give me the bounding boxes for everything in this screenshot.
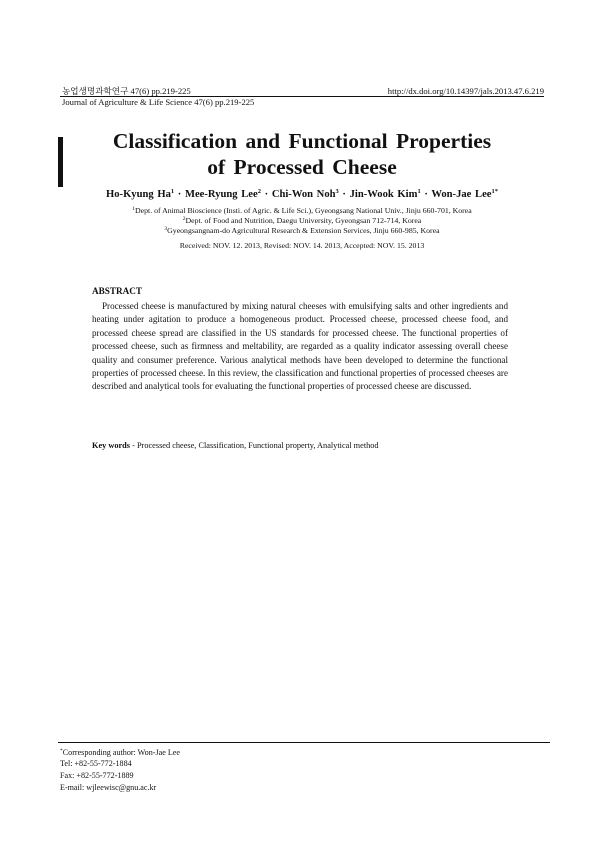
affiliation-text: Gyeongsangnam-do Agricultural Research & Extension Services, Jinju 660-985, Korea xyxy=(167,226,440,235)
affiliation-text: Dept. of Food and Nutrition, Daegu University, Gyeongsan 712-714, Korea xyxy=(185,216,422,225)
title-line-2: of Processed Cheese xyxy=(207,155,397,179)
author-separator: · xyxy=(264,189,269,200)
author-name: Jin-Wook Kim xyxy=(349,189,418,200)
abstract-body: Processed cheese is manufactured by mixing natural cheeses with emulsifying salts and other ingredients and heating under agitation to produce a homogeneous product. Processed cheese, processed cheese food, and processed cheese spread are classified in the US standards for processed cheese. The functional properties of processed cheese, such as firmness and meltability, are regarded as a quality indicator assessing overall cheese quality and consumer preference. Various analytical methods have been developed to determine the functional properties of processed cheese. In this review, the classification and functional properties of processed cheeses are described and analytical tools for evaluating the functional properties of processed cheese are discussed. xyxy=(92,301,508,392)
corresponding-text: Corresponding author: Won-Jae Lee xyxy=(62,748,180,757)
received-dates: Received: NOV. 12. 2013, Revised: NOV. 14. 2013, Accepted: NOV. 15. 2013 xyxy=(179,241,425,250)
contact-email[interactable]: E-mail: wjleewisc@gnu.ac.kr xyxy=(60,783,157,792)
affiliation-line xyxy=(60,224,544,236)
footnote-divider xyxy=(58,742,550,743)
journal-english-header: Journal of Agriculture & Life Science 47(6) pp.219-225 xyxy=(62,97,255,107)
author-name: Won-Jae Lee xyxy=(431,189,492,200)
keywords-label: Key words xyxy=(92,441,131,450)
author-affiliation-mark: 1 xyxy=(417,188,421,195)
author-affiliation-mark: 1* xyxy=(491,188,498,195)
affiliation-mark: 3 xyxy=(164,226,168,232)
contact-tel: Tel: +82-55-772-1884 xyxy=(60,759,132,768)
corresponding-author xyxy=(60,746,180,758)
author-separator: · xyxy=(342,189,346,200)
doi-link[interactable]: http://dx.doi.org/10.14397/jals.2013.47.6.219 xyxy=(387,86,544,96)
corresponding-mark: * xyxy=(60,748,63,754)
paper-title xyxy=(60,128,544,180)
author-name: Mee-Ryung Lee xyxy=(184,189,258,200)
keywords-text: - Processed cheese, Classification, Functional property, Analytical method xyxy=(132,441,379,450)
title-line-1: Classification and Functional Properties xyxy=(112,129,492,153)
affiliation-mark: 1 xyxy=(132,206,136,212)
journal-korean-header: 농업생명과학연구 47(6) pp.219-225 xyxy=(62,86,191,96)
author-affiliation-mark: 3 xyxy=(335,188,339,195)
author-separator: · xyxy=(424,189,428,200)
author-affiliation-mark: 2 xyxy=(257,188,261,195)
abstract-heading: ABSTRACT xyxy=(92,286,143,296)
author-separator: · xyxy=(177,189,182,200)
author-name: Ho-Kyung Ha xyxy=(106,189,171,200)
affiliation-text: Dept. of Animal Bioscience (Insti. of Agric. & Life Sci.), Gyeongsang National Univ., Jinju 660-701, Korea xyxy=(135,206,472,215)
author-affiliation-mark: 1 xyxy=(170,188,175,195)
contact-fax: Fax: +82-55-772-1889 xyxy=(60,771,134,780)
keywords-line xyxy=(92,440,379,452)
affiliation-mark: 2 xyxy=(182,216,186,222)
author-list xyxy=(60,185,544,202)
author-name: Chi-Won Noh xyxy=(271,189,336,200)
